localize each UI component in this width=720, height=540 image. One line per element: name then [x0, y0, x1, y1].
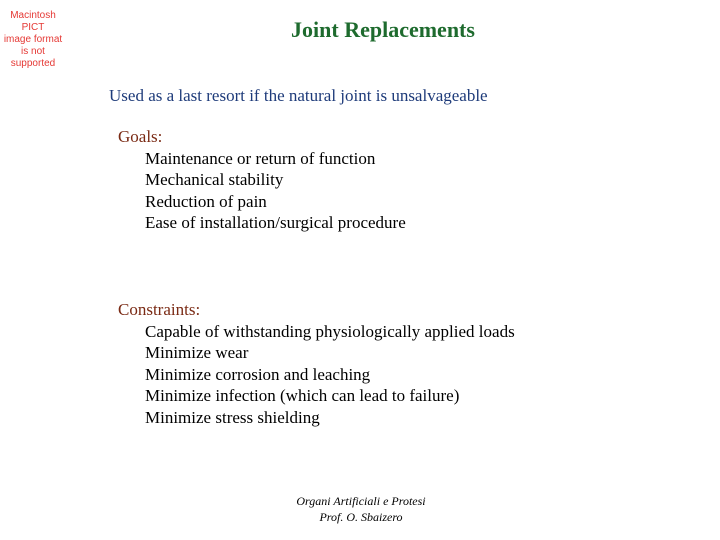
constraints-item: Minimize corrosion and leaching: [145, 364, 371, 384]
placeholder-line-1: Macintosh PICT: [10, 10, 56, 33]
slide-footer: [246, 493, 476, 525]
unsupported-image-placeholder: [0, 10, 66, 70]
goals-item: Maintenance or return of function: [145, 148, 376, 168]
placeholder-line-3: is not supported: [10, 46, 56, 69]
goals-item: Mechanical stability: [145, 170, 284, 190]
constraints-item: Minimize wear: [145, 343, 249, 363]
footer-course: Organi Artificiali e Protesi: [296, 494, 426, 508]
constraints-item: Minimize stress shielding: [145, 407, 320, 427]
goals-item: Reduction of pain: [145, 191, 267, 211]
constraints-item: Minimize infection (which can lead to failure): [145, 386, 460, 406]
slide-title: Joint Replacements: [291, 17, 475, 42]
placeholder-line-2: image format: [3, 34, 63, 45]
goals-item: Ease of installation/surgical procedure: [145, 213, 406, 233]
constraints-heading: Constraints:: [118, 300, 201, 319]
slide-subtitle: Used as a last resort if the natural joint is unsalvageable: [109, 86, 488, 105]
constraints-item: Capable of withstanding physiologically applied loads: [145, 321, 515, 341]
footer-author: Prof. O. Sbaizero: [319, 510, 403, 524]
goals-section: [118, 126, 406, 234]
goals-heading: Goals:: [118, 127, 163, 146]
constraints-section: [118, 299, 515, 429]
